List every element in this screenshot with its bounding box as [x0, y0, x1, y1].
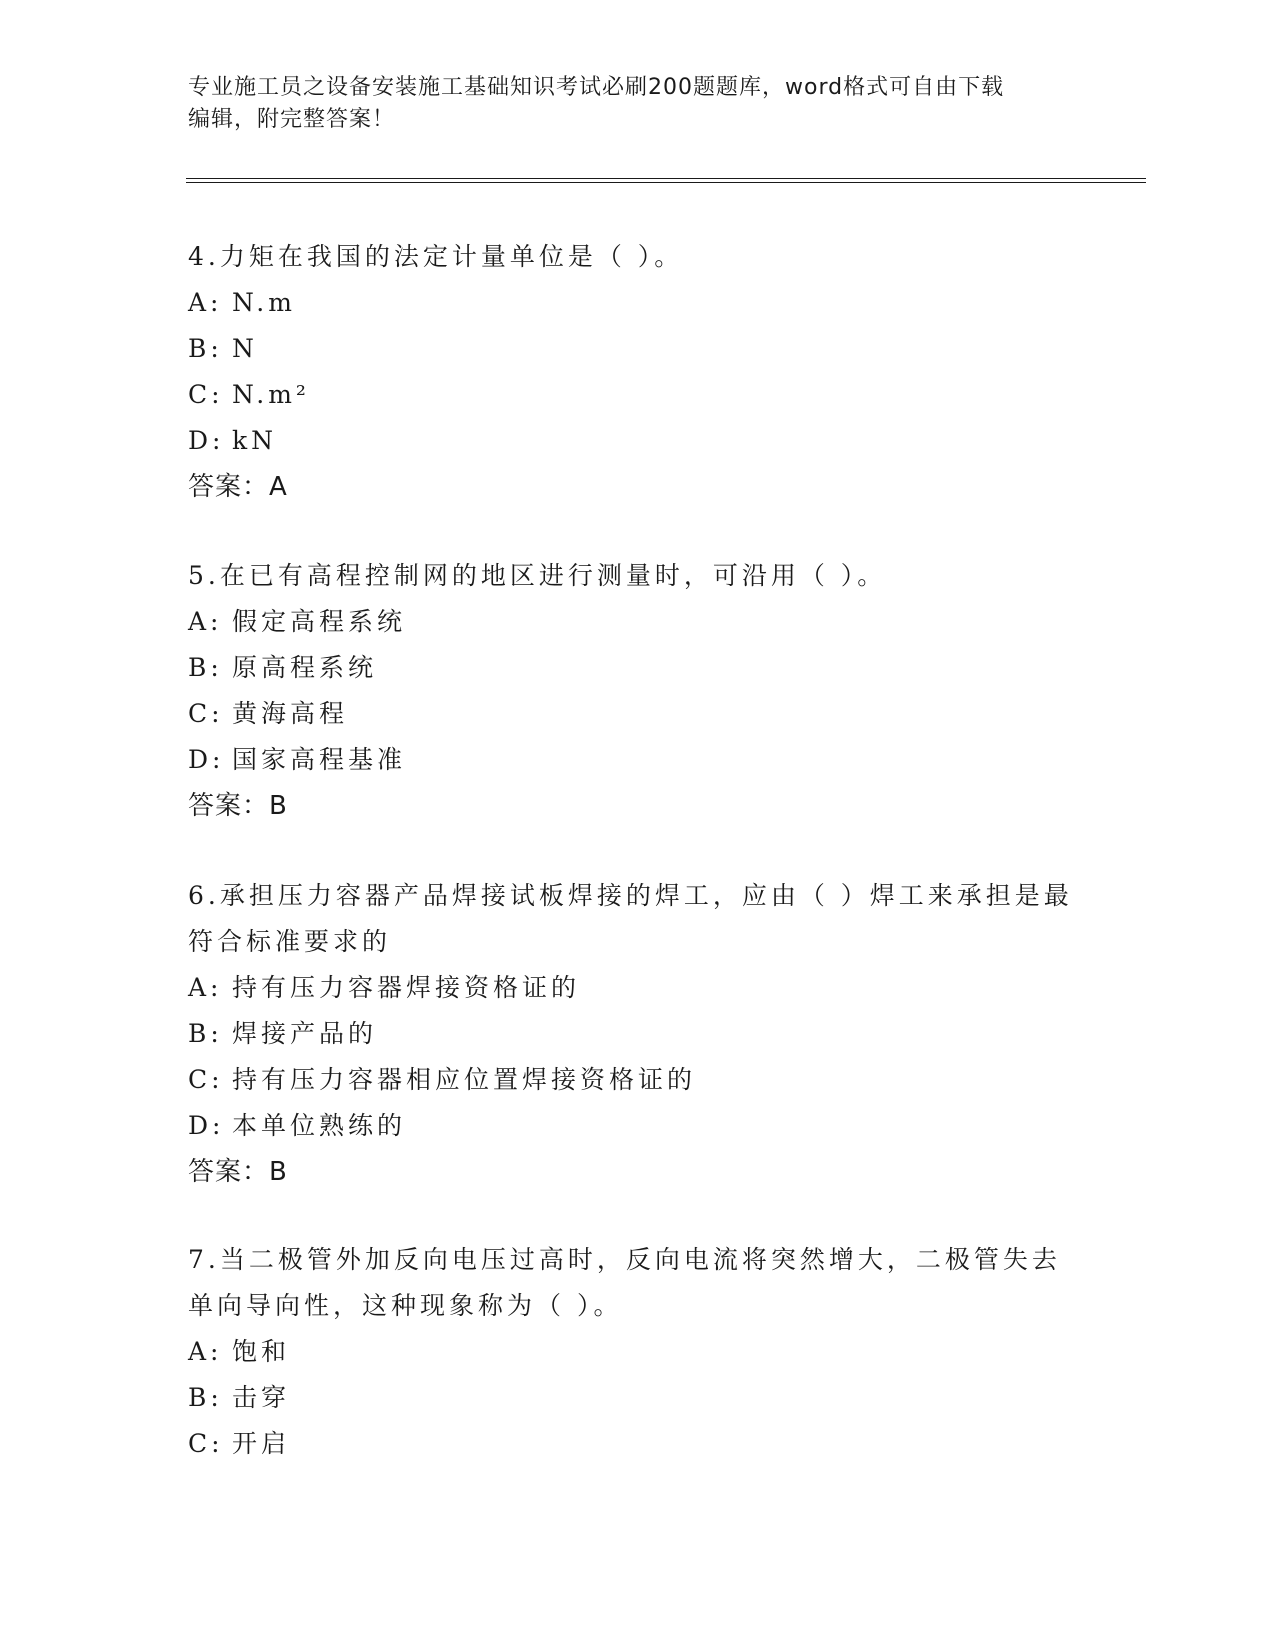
- option-b[interactable]: [188, 1011, 1088, 1057]
- option-b[interactable]: [188, 326, 1088, 372]
- option-text: N: [232, 334, 258, 363]
- option-d[interactable]: [188, 418, 1088, 464]
- option-text: 持有压力容器相应位置焊接资格证的: [232, 1065, 697, 1094]
- option-letter: D:: [188, 426, 225, 455]
- option-letter: A:: [188, 1337, 223, 1366]
- header-line-1: 专业施工员之设备安装施工基础知识考试必刷200题题库，word格式可自由下载: [188, 75, 1005, 100]
- question-stem: 5.在已有高程控制网的地区进行测量时，可沿用（ ）。: [188, 561, 887, 590]
- option-text: 饱和: [232, 1337, 291, 1366]
- option-letter: C:: [188, 1065, 224, 1094]
- option-letter: B:: [188, 1019, 223, 1048]
- option-letter: B:: [188, 653, 223, 682]
- option-d[interactable]: [188, 1103, 1088, 1149]
- header-divider-bottom: [186, 182, 1146, 183]
- option-c[interactable]: [188, 1057, 1088, 1103]
- option-text: 黄海高程: [232, 699, 349, 728]
- option-text: 开启: [232, 1429, 291, 1458]
- header-divider-top: [186, 178, 1146, 179]
- option-letter: A:: [188, 973, 223, 1002]
- option-text: 本单位熟练的: [232, 1111, 407, 1140]
- answer-line: 答案：A: [188, 472, 288, 502]
- question-stem-line-2: 单向导向性，这种现象称为（ ）。: [188, 1291, 623, 1320]
- option-text: N.m²: [232, 380, 310, 409]
- option-letter: C:: [188, 699, 224, 728]
- option-a[interactable]: [188, 965, 1088, 1011]
- answer-line: 答案：B: [188, 791, 288, 821]
- question-stem-line-1: 6.承担压力容器产品焊接试板焊接的焊工，应由（ ）焊工来承担是最: [188, 881, 1073, 910]
- option-text: kN: [232, 426, 278, 455]
- question-stem: 4.力矩在我国的法定计量单位是（ ）。: [188, 242, 684, 271]
- option-letter: D:: [188, 745, 225, 774]
- option-a[interactable]: [188, 599, 1088, 645]
- option-letter: B:: [188, 1383, 223, 1412]
- option-text: 原高程系统: [232, 653, 378, 682]
- question-4: [188, 234, 1088, 510]
- option-c[interactable]: [188, 1421, 1088, 1467]
- header-line-2: 编辑，附完整答案！: [188, 107, 396, 132]
- option-c[interactable]: [188, 372, 1088, 418]
- option-b[interactable]: [188, 645, 1088, 691]
- option-letter: C:: [188, 1429, 224, 1458]
- document-header: [188, 72, 1068, 136]
- question-7: [188, 1237, 1088, 1467]
- option-letter: D:: [188, 1111, 225, 1140]
- option-text: N.m: [232, 288, 296, 317]
- question-stem-line-1: 7.当二极管外加反向电压过高时，反向电流将突然增大，二极管失去: [188, 1245, 1061, 1274]
- option-d[interactable]: [188, 737, 1088, 783]
- option-letter: C:: [188, 380, 224, 409]
- option-text: 持有压力容器焊接资格证的: [232, 973, 581, 1002]
- option-a[interactable]: [188, 1329, 1088, 1375]
- question-5: [188, 553, 1088, 829]
- question-stem-line-2: 符合标准要求的: [188, 927, 392, 956]
- option-text: 国家高程基准: [232, 745, 407, 774]
- option-letter: B:: [188, 334, 223, 363]
- option-letter: A:: [188, 607, 223, 636]
- option-a[interactable]: [188, 280, 1088, 326]
- answer-line: 答案：B: [188, 1157, 288, 1187]
- option-text: 假定高程系统: [232, 607, 407, 636]
- option-b[interactable]: [188, 1375, 1088, 1421]
- option-c[interactable]: [188, 691, 1088, 737]
- option-letter: A:: [188, 288, 223, 317]
- question-6: [188, 873, 1088, 1195]
- option-text: 焊接产品的: [232, 1019, 378, 1048]
- option-text: 击穿: [232, 1383, 291, 1412]
